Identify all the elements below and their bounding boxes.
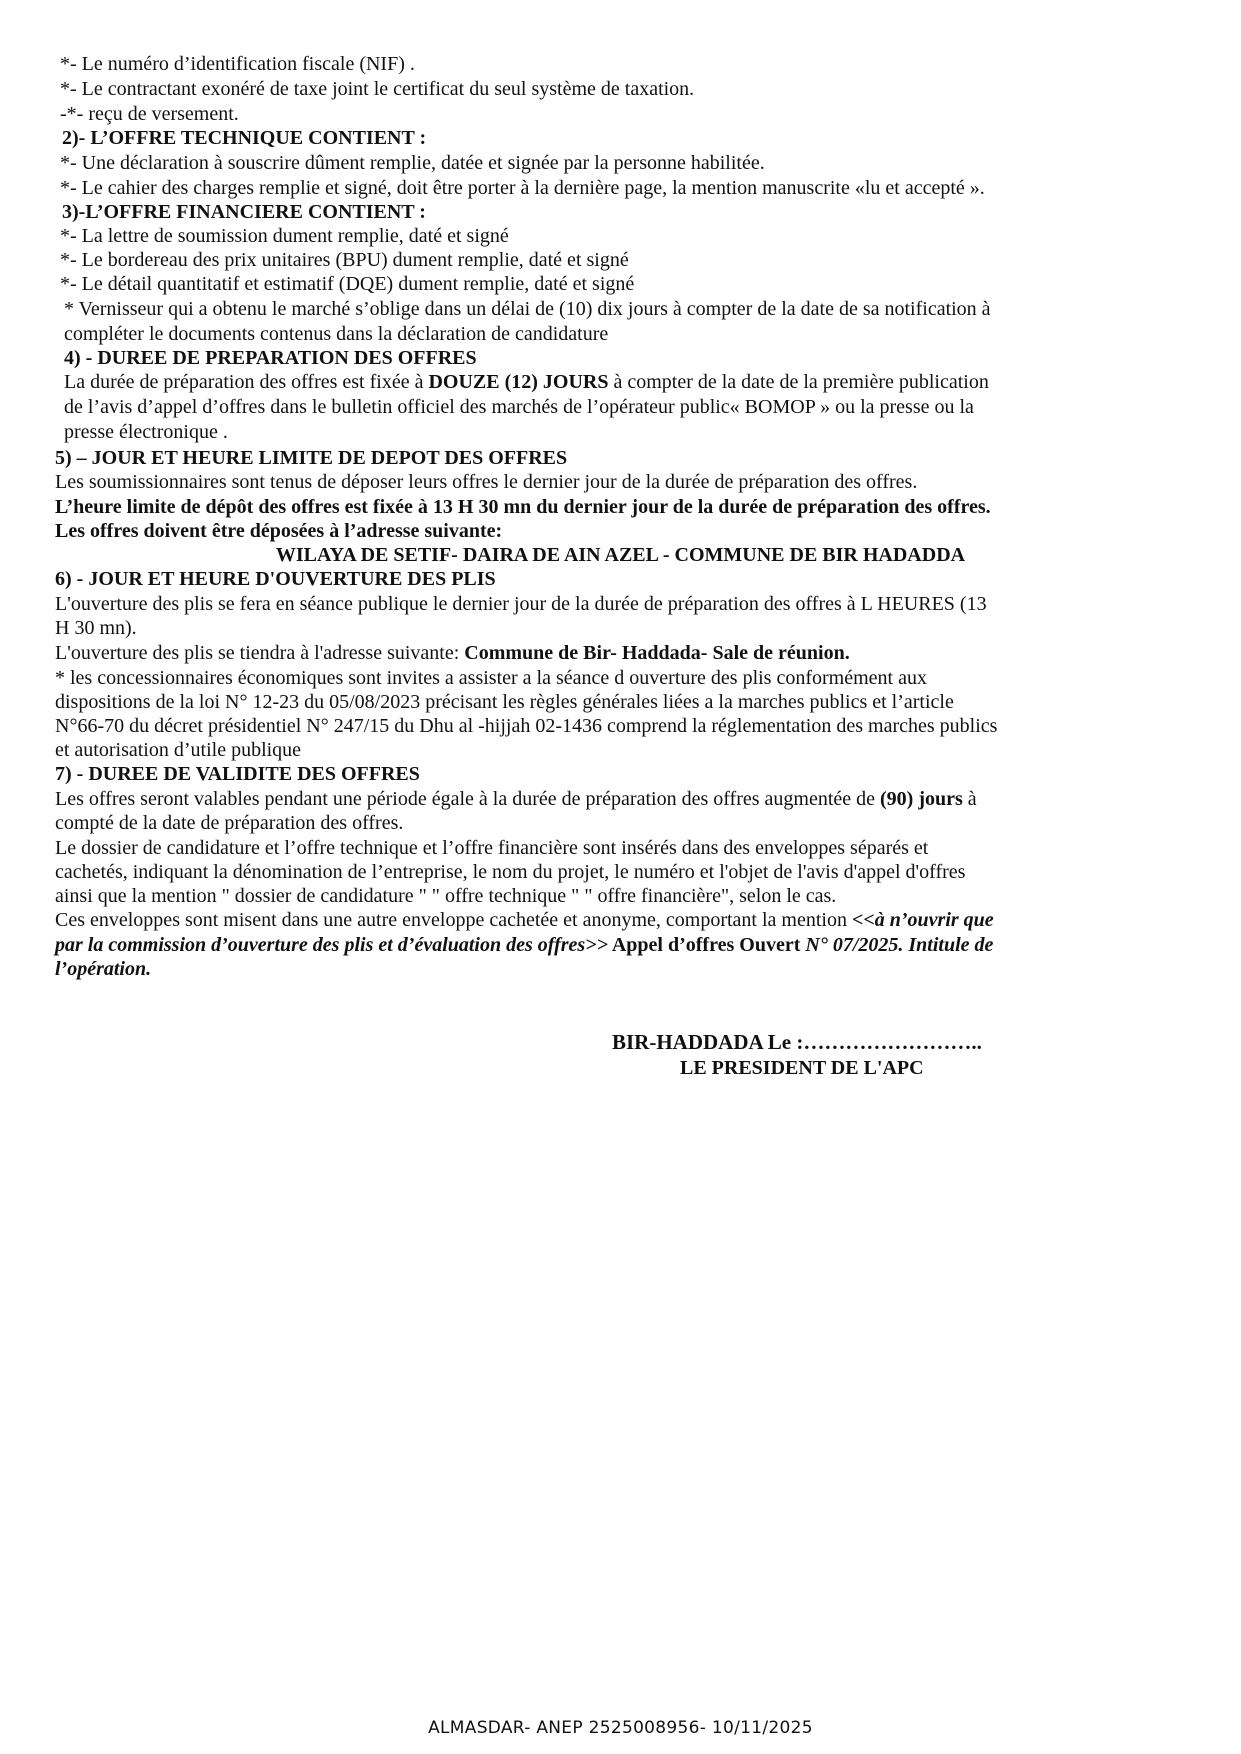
validity-line-1	[55, 787, 977, 811]
section-2-heading: 2)- L’OFFRE TECHNIQUE CONTIENT :	[62, 127, 427, 149]
tax-exempt-item: *- Le contractant exonéré de taxe joint le certificat du seul système de taxation.	[60, 78, 695, 100]
validity-text: Les offres seront valables pendant une période égale à la durée de préparation des offres augmentée de	[55, 788, 881, 810]
deposit-day-text: Les soumissionnaires sont tenus de déposer leurs offres le dernier jour de la durée de préparation des offres.	[55, 471, 918, 493]
concessionaires-line-2: dispositions de la loi N° 12-23 du 05/08/2023 précisant les règles générales liées a la marches publics et l’article	[55, 691, 954, 713]
notification-paragraph-line-1: * Vernisseur qui a obtenu le marché s’oblige dans un délai de (10) dix jours à compter de la date de sa notification à	[64, 298, 991, 320]
section-6-heading: 6) - JOUR ET HEURE D'OUVERTURE DES PLIS	[55, 568, 496, 590]
validity-days: (90) jours	[880, 788, 963, 810]
operation-label: l’opération.	[55, 958, 152, 980]
tender-label: Appel d’offres Ouvert	[607, 934, 806, 956]
deposit-address-label: Les offres doivent être déposées à l’adresse suivante:	[55, 520, 503, 542]
section-7-heading: 7) - DUREE DE VALIDITE DES OFFRES	[55, 763, 420, 785]
envelopes-line-1: Le dossier de candidature et l’offre technique et l’offre financière sont insérés dans des enveloppes séparés et	[55, 837, 929, 859]
validity-text-end: à	[962, 788, 977, 810]
envelopes-mention: <<à n’ouvrir que	[851, 909, 994, 931]
commission-mention: par la commission d’ouverture des plis et d’évaluation des offres>>	[55, 934, 608, 956]
submission-letter-item: *- La lettre de soumission dument remplie, daté et signé	[60, 225, 509, 247]
preparation-text-end: à compter de la date de la première publication	[608, 371, 989, 393]
footer-reference: ALMASDAR- ANEP 2525008956- 10/11/2025	[428, 1718, 813, 1738]
signature-place-date: BIR-HADDADA Le :……………………..	[612, 1030, 982, 1054]
concessionaires-line-4: et autorisation d’utile publique	[55, 739, 302, 761]
concessionaires-line-3: N°66-70 du décret présidentiel N° 247/15 du Dhu al -hijjah 02-1436 comprend la réglementation des marches publics	[55, 715, 998, 737]
envelopes-line-5	[55, 933, 993, 957]
signature-title: LE PRESIDENT DE L'APC	[680, 1057, 924, 1079]
preparation-text: La durée de préparation des offres est fixée à	[64, 371, 429, 393]
dqe-item: *- Le détail quantitatif et estimatif (DQE) dument remplie, daté et signé	[60, 273, 635, 295]
opening-address: Commune de Bir- Haddada- Sale de réunion.	[464, 642, 850, 664]
envelopes-line-3: ainsi que la mention " dossier de candidature " " offre technique " " offre financière", selon le cas.	[55, 885, 837, 907]
tender-number: N° 07/2025. Intitule de	[805, 934, 994, 956]
bpu-item: *- Le bordereau des prix unitaires (BPU) dument remplie, daté et signé	[60, 249, 629, 271]
section-3-heading: 3)-L’OFFRE FINANCIERE CONTIENT :	[62, 201, 426, 223]
validity-line-2: compté de la date de préparation des offres.	[55, 812, 404, 834]
preparation-paragraph-line-2: de l’avis d’appel d’offres dans le bulletin officiel des marchés de l’opérateur public« BOMOP » ou la presse ou la	[64, 396, 974, 418]
concessionaires-line-1: * les concessionnaires économiques sont invites a assister a la séance d ouverture des plis conformément aux	[55, 667, 927, 689]
envelopes-text: Ces enveloppes sont misent dans une autre enveloppe cachetée et anonyme, comportant la mention	[55, 909, 852, 931]
payment-receipt-item: -*- reçu de versement.	[60, 103, 239, 125]
preparation-paragraph-line-3: presse électronique .	[64, 421, 228, 443]
opening-paragraph-line-2: H 30 mn).	[55, 617, 137, 639]
notification-paragraph-line-2: compléter le documents contenus dans la déclaration de candidature	[64, 323, 609, 345]
deposit-address: WILAYA DE SETIF- DAIRA DE AIN AZEL - COMMUNE DE BIR HADADDA	[275, 544, 966, 566]
opening-address-line	[55, 641, 850, 665]
declaration-item: *- Une déclaration à souscrire dûment remplie, datée et signée par la personne habilitée.	[60, 152, 765, 174]
nif-item: *- Le numéro d’identification fiscale (NIF) .	[60, 53, 415, 75]
section-5-heading: 5) – JOUR ET HEURE LIMITE DE DEPOT DES OFFRES	[55, 447, 568, 469]
deposit-time-text: L’heure limite de dépôt des offres est fixée à 13 H 30 mn du dernier jour de la durée de préparation des offres.	[55, 496, 991, 518]
preparation-paragraph-line-1	[64, 370, 989, 394]
envelopes-line-4	[55, 908, 994, 932]
opening-paragraph-line-1: L'ouverture des plis se fera en séance publique le dernier jour de la durée de préparation des offres à L HEURES (13	[55, 593, 987, 615]
preparation-duration: DOUZE (12) JOURS	[428, 371, 609, 393]
specifications-item: *- Le cahier des charges remplie et signé, doit être porter à la dernière page, la mention manuscrite «lu et accepté ».	[60, 177, 985, 199]
envelopes-line-2: cachetés, indiquant la dénomination de l’entreprise, le nom du projet, le numéro et l'objet de l'avis d'appel d'offres	[55, 861, 966, 883]
section-4-heading: 4) - DUREE DE PREPARATION DES OFFRES	[64, 347, 477, 369]
opening-address-label: L'ouverture des plis se tiendra à l'adresse suivante:	[55, 642, 465, 664]
